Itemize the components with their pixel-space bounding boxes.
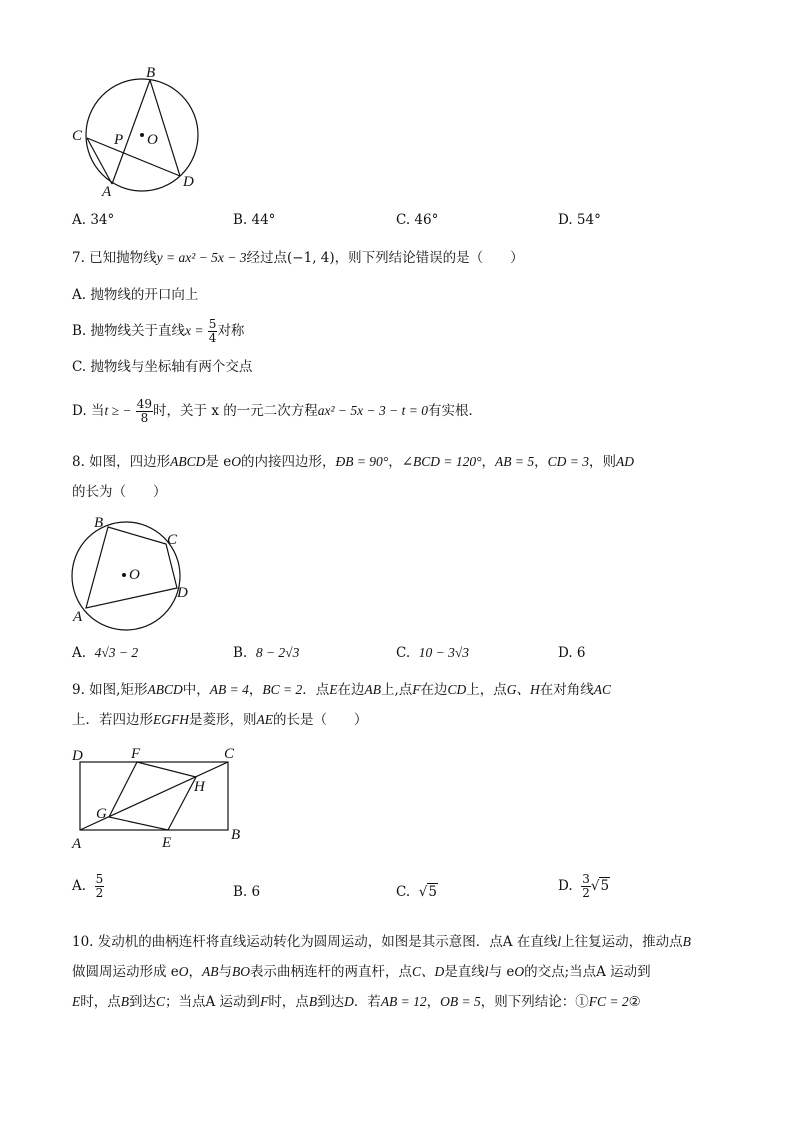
- q8-math: AB = 5: [495, 454, 535, 469]
- q7-option-c: C. 抛物线与坐标轴有两个交点: [72, 359, 253, 375]
- fraction-numerator: 5: [208, 317, 217, 331]
- q10-text: ，则下列结论：①: [480, 994, 589, 1010]
- q9-math: AE: [256, 712, 273, 727]
- q10-text: 到达: [129, 994, 156, 1010]
- q10-text: ；当点A 运动到: [165, 994, 261, 1010]
- q8-text: ，则: [589, 454, 617, 470]
- q7-stem-suffix: ，则下列结论错误的是（ ）: [334, 250, 524, 266]
- q8-text: 是 e: [205, 454, 232, 470]
- q9-text: 在对角线: [539, 682, 594, 698]
- q9-option-a: [72, 873, 104, 900]
- fig6-label-o: O: [147, 132, 158, 148]
- q9-option-d-fraction: [581, 873, 591, 900]
- q9-text: 上,点: [380, 682, 413, 698]
- option-letter: D.: [558, 878, 573, 894]
- q7-option-d-suffix: 有实根．: [427, 403, 482, 419]
- q10-math: B: [120, 994, 129, 1009]
- q9-text: 在边: [420, 682, 448, 698]
- q9-text: 9. 如图,矩形: [72, 682, 148, 698]
- q9-math: CD: [447, 682, 467, 697]
- q10-math: BO: [232, 964, 251, 979]
- q9-label-f: F: [131, 746, 141, 762]
- q10-text: 时，点: [268, 994, 309, 1010]
- option-value: 8 − 2√3: [255, 645, 300, 660]
- q8-math: ÐB = 90°: [335, 454, 389, 469]
- q9-math: AC: [593, 682, 612, 697]
- q10-math: C: [156, 994, 166, 1009]
- q8-option-d: D. 6: [558, 645, 586, 661]
- q10-stem-line3: [72, 992, 641, 1012]
- q9-rhombus-egfh: [109, 762, 196, 830]
- q9-label-c: C: [224, 746, 235, 762]
- q10-text: 到达: [317, 994, 345, 1010]
- q9-math: G、H: [506, 682, 540, 697]
- fraction-denominator: 4: [208, 331, 217, 345]
- fig6-label-d: D: [183, 174, 194, 190]
- q8-math: O: [231, 454, 241, 469]
- q10-text: 上往复运动，推动点: [561, 934, 683, 950]
- q6-option-d: D. 54°: [558, 212, 601, 228]
- q7-option-b-prefix: B. 抛物线关于直线: [72, 323, 186, 339]
- q10-text: 的交点;当点A 运动到: [524, 964, 651, 980]
- q9-label-b: B: [231, 827, 241, 843]
- sqrt-radicand: 5: [428, 884, 437, 900]
- q7-stem-mid: 经过点: [246, 250, 288, 266]
- q7-option-d-prefix: D. 当: [72, 403, 105, 419]
- fraction-denominator: 2: [95, 886, 104, 900]
- q7-option-d-mid: 时，关于 x 的一元二次方程: [153, 403, 318, 419]
- q10-text: 时，点: [80, 994, 121, 1010]
- q10-stem-line2: [72, 962, 651, 982]
- option-value: 10 − 3√3: [418, 645, 470, 660]
- q10-math: O: [178, 964, 189, 979]
- q9-text: 是菱形，则: [189, 712, 257, 728]
- option-letter: A.: [72, 878, 87, 894]
- q10-text: 表示曲柄连杆的两直杆，点: [250, 964, 413, 980]
- q9-option-b: B. 6: [233, 884, 261, 900]
- q10-math: F: [260, 994, 269, 1009]
- q7-stem-prefix: 7. 已知抛物线: [72, 250, 157, 266]
- option-letter: C.: [396, 884, 411, 900]
- q9-label-e: E: [162, 835, 172, 851]
- fraction-numerator: 5: [95, 872, 104, 886]
- q9-math: E: [329, 682, 338, 697]
- fraction-denominator: 8: [140, 411, 149, 425]
- q10-math: B: [682, 934, 691, 949]
- q7-option-a: A. 抛物线的开口向上: [72, 287, 199, 303]
- q7-stem-formula: y = ax² − 5x − 3: [156, 250, 247, 265]
- q10-math: AB: [202, 964, 219, 979]
- option-value: 4√3 − 2: [94, 645, 139, 660]
- q9-math: AB = 4: [209, 682, 249, 697]
- q7-option-b-suffix: 对称: [217, 323, 245, 339]
- q10-math: O: [514, 964, 525, 979]
- q9-text: ，: [248, 682, 263, 698]
- q8-text: ，: [481, 454, 496, 470]
- q8-stem-line2: 的长为（ ）: [72, 484, 167, 500]
- q8-math: CD = 3: [547, 454, 590, 469]
- q8-label-b: B: [94, 515, 104, 531]
- q10-text: ，: [188, 964, 203, 980]
- q8-text: ，: [388, 454, 402, 470]
- q10-text: 与 e: [488, 964, 515, 980]
- q8-math: AD: [616, 454, 635, 469]
- q6-option-b: B. 44°: [233, 212, 276, 228]
- q10-math: AB = 12: [380, 994, 427, 1009]
- q9-option-a-fraction: [95, 873, 105, 900]
- q10-math: l: [484, 964, 489, 979]
- q9-text: 的长是（ ）: [273, 712, 368, 728]
- q7-option-d-equation: ax² − 5x − 3 − t = 0: [317, 403, 428, 418]
- q8-text: 的内接四边形，: [240, 454, 336, 470]
- q9-label-g: G: [96, 806, 107, 822]
- q8-math: ∠BCD = 120°: [401, 454, 482, 469]
- q9-text: ．点: [302, 682, 330, 698]
- q9-option-c: C. √5: [396, 884, 437, 900]
- q10-math: OB = 5: [440, 994, 481, 1009]
- q9-text: 在边: [337, 682, 365, 698]
- q9-label-a: A: [72, 836, 82, 852]
- sqrt-radicand: 5: [600, 878, 610, 894]
- q9-math: F: [412, 682, 421, 697]
- fraction-denominator: 2: [582, 886, 590, 900]
- q10-text: 与: [218, 964, 233, 980]
- q10-math: l: [557, 934, 562, 949]
- option-letter: B.: [233, 645, 248, 661]
- q9-math: BC = 2: [262, 682, 303, 697]
- q9-math: AB: [364, 682, 381, 697]
- q9-text: 上，点: [466, 682, 507, 698]
- fig6-label-p: P: [114, 132, 124, 148]
- q10-text: 10. 发动机的曲柄连杆将直线运动转化为圆周运动，如图是其示意图．点A 在直线: [72, 934, 558, 950]
- fig6-label-b: B: [146, 65, 156, 81]
- fraction-numerator: 49: [136, 397, 153, 411]
- option-letter: A.: [72, 645, 87, 661]
- q7-stem-point: (−1, 4): [287, 250, 335, 266]
- q10-math: C、D: [412, 964, 445, 979]
- q9-text: 上．若四边形: [72, 712, 153, 728]
- q10-text: ．若: [353, 994, 381, 1010]
- fig6-label-c: C: [72, 128, 83, 144]
- fraction-numerator: 3: [582, 872, 590, 886]
- q9-math: EGFH: [153, 712, 189, 727]
- q8-label-d: D: [177, 585, 188, 601]
- q9-text: 中，: [182, 682, 210, 698]
- q8-label-o: O: [129, 567, 140, 583]
- q6-option-c: C. 46°: [396, 212, 439, 228]
- q8-text: ，: [534, 454, 548, 470]
- q6-option-a: A. 34°: [72, 212, 115, 228]
- q10-math: E: [72, 994, 81, 1009]
- q10-stem-line1: [72, 932, 691, 952]
- q7-option-d-var: t ≥ −: [104, 403, 132, 418]
- fig6-label-a: A: [102, 184, 112, 200]
- q9-option-d: D. $\frac{3}{2}$ √5: [558, 872, 610, 900]
- q10-text: ②: [628, 994, 641, 1010]
- q9-label-h: H: [194, 779, 205, 795]
- q8-math: ABCD: [170, 454, 206, 469]
- q8-label-a: A: [73, 609, 83, 625]
- q7-option-b-var: x =: [185, 323, 204, 338]
- q10-math: D: [344, 994, 354, 1009]
- q10-text: 是直线: [444, 964, 485, 980]
- q10-math: B: [308, 994, 318, 1009]
- q10-text: 做圆周运动形成 e: [72, 964, 179, 980]
- option-letter: C.: [396, 645, 411, 661]
- q10-text: ，: [426, 994, 441, 1010]
- q9-math: ABCD: [147, 682, 183, 697]
- q8-label-c: C: [167, 532, 178, 548]
- q10-math: FC = 2: [588, 994, 629, 1009]
- q9-label-d: D: [72, 748, 83, 764]
- q8-text: 8. 如图，四边形: [72, 454, 171, 470]
